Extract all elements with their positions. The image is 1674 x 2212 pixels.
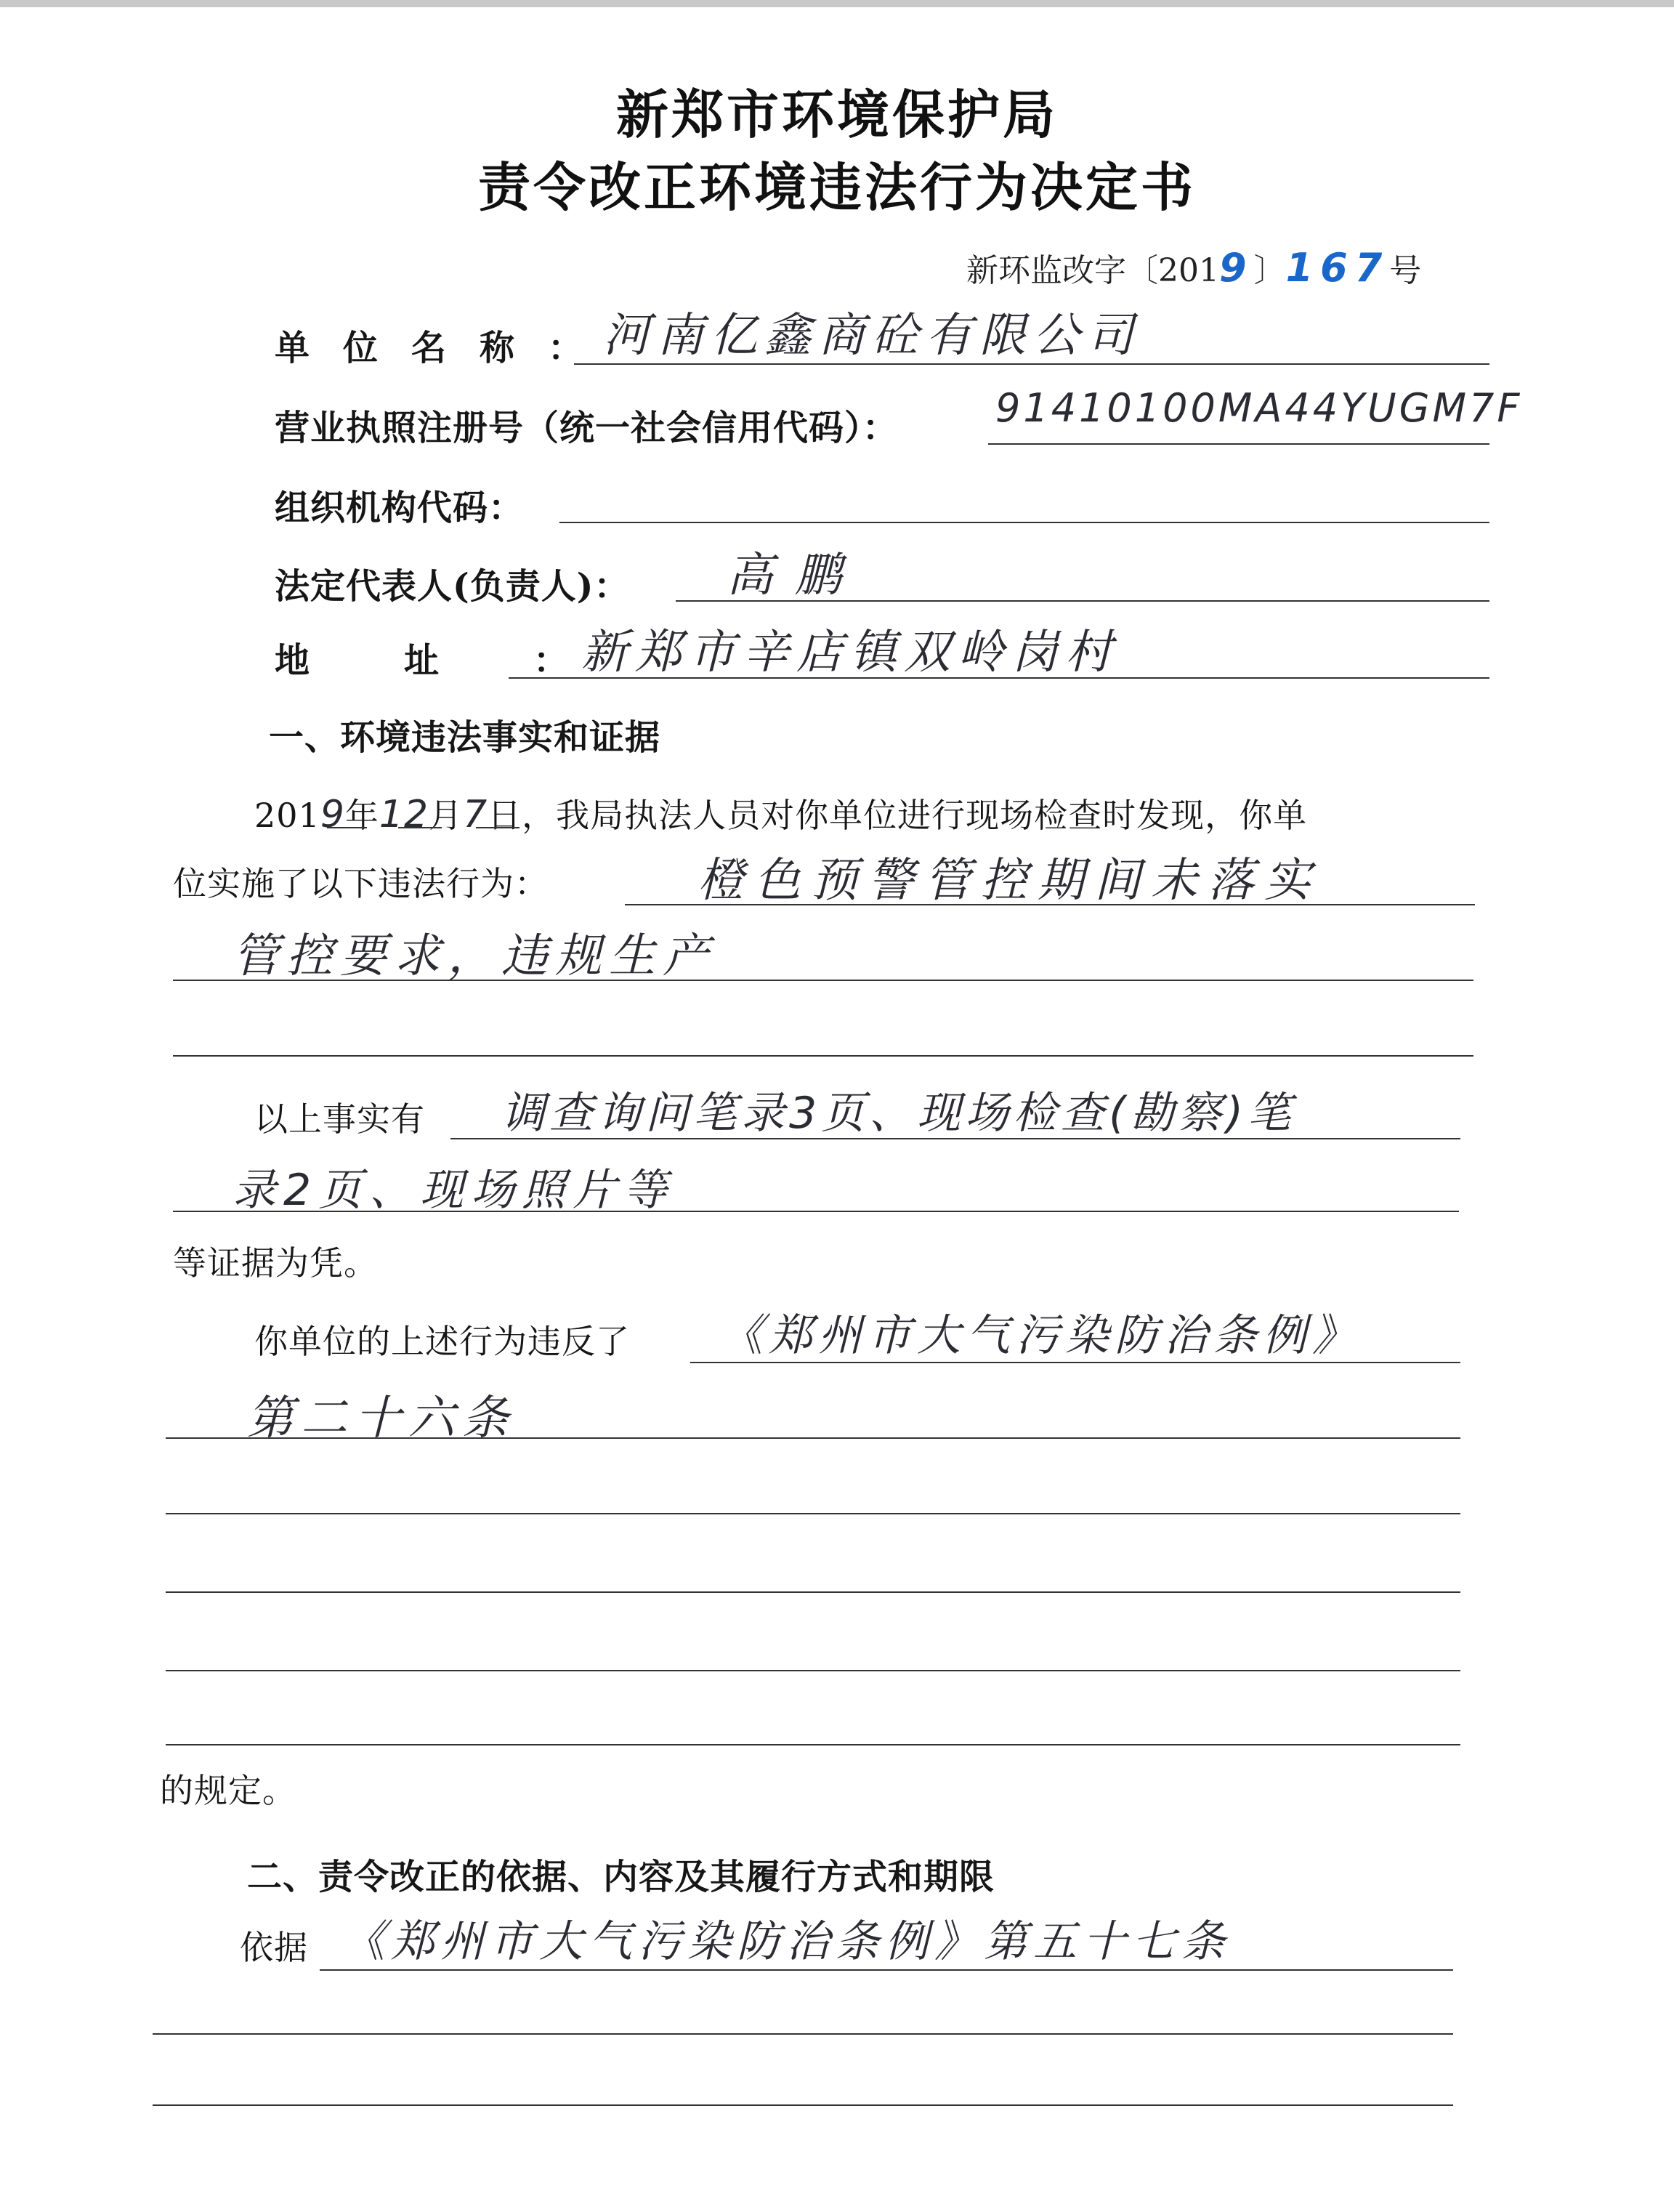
evidence-prefix: 以上事实有 <box>254 1099 425 1139</box>
law-line-2 <box>166 1437 1460 1439</box>
legal-rep-line <box>676 600 1489 602</box>
date-month-line <box>398 827 442 828</box>
legal-rep-value: 高鹏 <box>727 549 863 602</box>
section1-heading: 一、环境违法事实和证据 <box>269 717 661 758</box>
date-month: 12 <box>379 793 429 836</box>
violation-line-2 <box>173 980 1473 981</box>
address-line <box>509 677 1489 679</box>
date-year-digit: 9 <box>320 793 345 836</box>
unit-name-label: 单位名称： <box>275 328 617 368</box>
docno-year-digit: 9 <box>1218 245 1254 291</box>
law-line-3 <box>166 1513 1460 1514</box>
law-line-4 <box>166 1591 1460 1593</box>
evidence-line-1 <box>450 1138 1460 1139</box>
address-label: 地址： <box>275 640 663 681</box>
basis-line-2 <box>153 2033 1453 2035</box>
evidence-text-1: 调查询问笔录3页、现场检查(勘察)笔 <box>501 1088 1295 1139</box>
basis-prefix: 依据 <box>240 1928 308 1967</box>
violation-line-3 <box>173 1055 1473 1057</box>
law-line-5 <box>166 1670 1460 1671</box>
date-day-suffix: 日 <box>488 796 522 835</box>
docno-suffix: 号 <box>1389 252 1422 289</box>
violation-line-prefix: 位实施了以下违法行为： <box>173 864 549 903</box>
unit-name-line <box>574 363 1489 365</box>
address-value: 新郑市辛店镇双岭岗村 <box>581 626 1119 679</box>
date-text-after: ，我局执法人员对你单位进行现场检查时发现，你单 <box>522 796 1308 835</box>
docno-prefix: 新环监改字〔201 <box>966 252 1219 289</box>
scan-edge <box>0 0 1674 7</box>
document-title: 责令改正环境违法行为决定书 <box>477 156 1196 218</box>
basis-line-3 <box>153 2104 1453 2106</box>
unit-name-value: 河南亿鑫商砼有限公司 <box>603 309 1141 363</box>
legal-rep-label: 法定代表人(负责人)： <box>275 566 630 607</box>
law-text-1: 《郑州市大气污染防治条例》 <box>719 1310 1362 1361</box>
date-day-line <box>476 827 519 828</box>
law-prefix: 你单位的上述行为违反了 <box>254 1322 630 1361</box>
license-value: 91410100MA44YUGM7F <box>995 385 1523 431</box>
date-year-suffix: 年 <box>344 796 379 835</box>
agency-title: 新郑市环境保护局 <box>615 84 1058 145</box>
evidence-line-2 <box>173 1211 1459 1212</box>
violation-date-line <box>254 789 1307 837</box>
docno-bracket: 〕 <box>1253 252 1286 289</box>
violation-line-1 <box>625 904 1475 905</box>
date-month-suffix: 月 <box>429 796 464 835</box>
violation-text-1: 橙色预警管控期间未落实 <box>698 854 1321 908</box>
law-text-2: 第二十六条 <box>247 1392 516 1445</box>
org-code-label: 组织机构代码： <box>275 488 525 528</box>
license-line <box>988 443 1489 445</box>
date-year-line <box>327 827 367 828</box>
law-suffix: 的规定。 <box>160 1771 296 1810</box>
date-day: 7 <box>463 793 488 836</box>
license-label: 营业执照注册号（统一社会信用代码）： <box>275 408 899 448</box>
evidence-suffix: 等证据为凭。 <box>173 1243 378 1283</box>
section2-heading: 二、责令改正的依据、内容及其履行方式和期限 <box>247 1857 995 1897</box>
org-code-line <box>559 522 1489 523</box>
law-line-1 <box>690 1362 1460 1363</box>
law-line-6 <box>166 1744 1460 1745</box>
document-number <box>966 244 1421 291</box>
basis-line-1 <box>320 1969 1453 1971</box>
date-year-prefix: 201 <box>254 796 320 835</box>
violation-text-2: 管控要求，违规生产 <box>232 929 716 983</box>
evidence-text-2: 录2页、现场照片等 <box>232 1165 675 1216</box>
basis-text: 《郑州市大气污染防治条例》第五十七条 <box>341 1916 1231 1967</box>
docno-number: 167 <box>1285 245 1390 291</box>
